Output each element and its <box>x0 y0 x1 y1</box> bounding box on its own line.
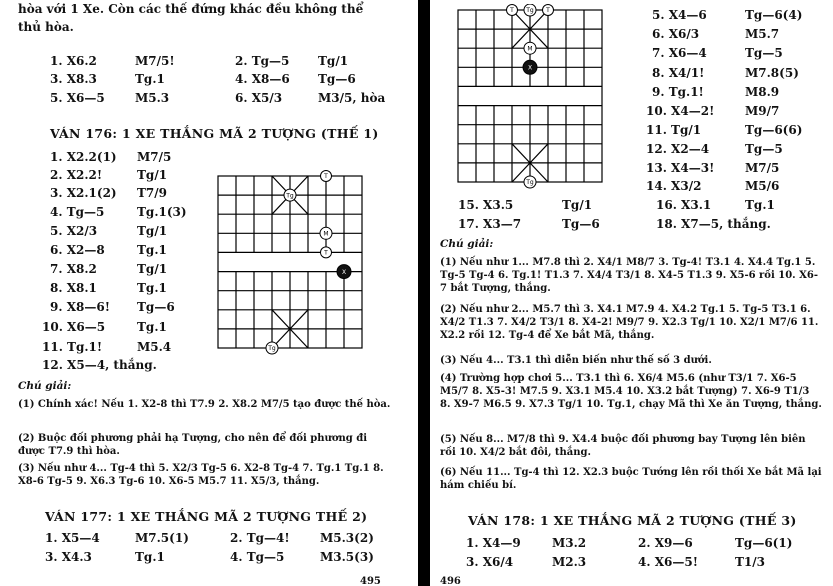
move: T1/3 <box>735 555 766 569</box>
move: Tg/1 <box>137 262 168 276</box>
move: 1. X5—4 <box>45 531 100 545</box>
move: M3/5, hòa <box>318 91 386 105</box>
move: 2. Tg—5 <box>235 54 290 68</box>
note: (2) Nếu như 2... M5.7 thì 3. X4.1 M7.9 4. X4.2 Tg.1 5. Tg-5 T3.1 6. X4/2 T1.3 7. X4/2 T3/1 8. X4-2! M9/7 9. X2.3 Tg/1 10. X2/1 M7/6 11. X2.2 rồi 12. Tg-4 để Xe bắt Mã, thắng. <box>440 304 819 341</box>
move: 7. X6—4 <box>652 46 707 60</box>
move: Tg—6(4) <box>745 8 803 22</box>
intro-line-2: thủ hòa. <box>18 20 74 34</box>
move: 5. X4—6 <box>652 8 707 22</box>
page-number: 495 <box>360 576 381 586</box>
note: (3) Nếu như 4... Tg-4 thì 5. X2/3 Tg-5 6. X2-8 Tg-4 7. Tg.1 Tg.1 8. X8-6 Tg-5 9. X6.3 Tg-6 10. X6-5 M5.7 11. X5/3, thắng. <box>18 463 384 487</box>
board-piece <box>321 171 332 182</box>
move: M7.5(1) <box>135 531 189 545</box>
note: (4) Trường hợp chơi 5... T3.1 thì 6. X6/4 M5.6 (như T3/1 7. X6-5 M5/7 8. X5-3! M7.5 9. X3.1 M5.4 10. X3.2 bắt Tượng) 7. X6-9 T1/3 8. X9-7 M6.5 9. X7.3 Tg/1 10. Tg.1, chạy Mã thì Xe ăn Tượng, thắng. <box>440 373 822 410</box>
move: 17. X3—7 <box>458 217 522 231</box>
board-piece <box>524 176 536 188</box>
move: 5. X2/3 <box>50 224 98 238</box>
move: Tg/1 <box>562 198 593 212</box>
move: Tg.1 <box>137 281 167 295</box>
note: (3) Nếu 4... T3.1 thì diễn biến như thế số 3 dưới. <box>440 355 712 366</box>
move: 1. X6.2 <box>50 54 97 68</box>
move: 11. Tg.1! <box>42 340 103 354</box>
svg-text:T: T <box>324 249 328 257</box>
move: M7.8(5) <box>745 66 799 80</box>
move: 5. X6—5 <box>50 91 105 105</box>
move: 9. X8—6! <box>50 300 110 314</box>
move: 3. X2.1(2) <box>50 186 117 200</box>
board-piece <box>507 5 518 16</box>
move: 3. X4.3 <box>45 550 92 564</box>
note: (2) Buộc đối phương phải hạ Tượng, cho nên để đối phương đi được T7.9 thì hòa. <box>18 433 368 457</box>
heading-177: VÁN 177: 1 XE THẮNG MÃ 2 TƯỢNG THẾ 2) <box>45 509 368 524</box>
move: M8.9 <box>745 85 780 99</box>
move: Tg—6 <box>318 72 356 86</box>
move: M5.3 <box>135 91 170 105</box>
svg-text:M: M <box>527 45 533 53</box>
heading-176: VÁN 176: 1 XE THẮNG MÃ 2 TƯỢNG (THẾ 1) <box>50 126 379 141</box>
move: Tg—5 <box>745 142 783 156</box>
move: Tg—6 <box>562 217 600 231</box>
notes-label: Chú giải: <box>18 380 72 392</box>
move: 7. X8.2 <box>50 262 97 276</box>
move: 4. Tg—5 <box>50 205 105 219</box>
move: 6. X6/3 <box>652 27 700 41</box>
move: 1. X2.2(1) <box>50 150 117 164</box>
move: 13. X4—3! <box>646 161 715 175</box>
svg-text:X: X <box>527 64 533 72</box>
board-piece <box>320 227 332 239</box>
move: 9. Tg.1! <box>652 85 704 99</box>
move: 3. X8.3 <box>50 72 97 86</box>
svg-text:Tg: Tg <box>526 179 534 187</box>
move: 4. X6—5! <box>638 555 698 569</box>
move: 8. X8.1 <box>50 281 97 295</box>
move: Tg.1 <box>745 198 775 212</box>
move: 4. X8—6 <box>235 72 290 86</box>
move: 10. X4—2! <box>646 104 715 118</box>
move: 4. Tg—5 <box>230 550 285 564</box>
move: Tg—5 <box>745 46 783 60</box>
svg-text:T: T <box>324 173 328 181</box>
move: 10. X6—5 <box>42 320 106 334</box>
right-page <box>430 0 833 586</box>
board-piece <box>321 247 332 258</box>
svg-text:Tg: Tg <box>268 345 276 353</box>
move: Tg/1 <box>318 54 349 68</box>
move: M7/5! <box>135 54 175 68</box>
move: Tg.1 <box>137 320 167 334</box>
move: Tg.1 <box>135 550 165 564</box>
board-piece <box>337 265 351 279</box>
move: 12. X5—4, thắng. <box>42 358 157 372</box>
xiangqi-board-right <box>452 4 612 190</box>
move: Tg.1 <box>137 243 167 257</box>
move: Tg—6(6) <box>745 123 803 137</box>
move: M2.3 <box>552 555 587 569</box>
intro-line-1: hòa với 1 Xe. Còn các thế đứng khác đều không thể <box>18 2 364 16</box>
note: (1) Chính xác! Nếu 1. X2-8 thì T7.9 2. X8.2 M7/5 tạo được thế hòa. <box>18 399 391 410</box>
move: Tg.1(3) <box>137 205 187 219</box>
move: 18. X7—5, thắng. <box>656 217 771 231</box>
xiangqi-board-left <box>214 170 374 356</box>
move: M3.5(3) <box>320 550 374 564</box>
board-piece <box>524 4 536 16</box>
move: 1. X4—9 <box>466 536 521 550</box>
move: Tg—6(1) <box>735 536 793 550</box>
move: M5.7 <box>745 27 780 41</box>
note: (6) Nếu 11... Tg-4 thì 12. X2.3 buộc Tướng lên rồi thối Xe bắt Mã lại hám chiếu bí. <box>440 467 822 491</box>
move: M9/7 <box>745 104 780 118</box>
move: 2. X2.2! <box>50 168 103 182</box>
move: 12. X2—4 <box>646 142 710 156</box>
note: (5) Nếu 8... M7/8 thì 9. X4.4 buộc đối phương bay Tượng lên biên rồi 10. X4/2 bắt đôi, thắng. <box>440 434 806 458</box>
move: Tg—6 <box>137 300 175 314</box>
move: M5.3(2) <box>320 531 374 545</box>
move: Tg.1 <box>135 72 165 86</box>
move: 6. X5/3 <box>235 91 283 105</box>
svg-text:Tg: Tg <box>286 192 294 200</box>
move: 8. X4/1! <box>652 66 705 80</box>
move: M5.4 <box>137 340 172 354</box>
move: M7/5 <box>745 161 780 175</box>
board-piece <box>543 5 554 16</box>
notes-label: Chú giải: <box>440 238 494 250</box>
move: T7/9 <box>137 186 168 200</box>
svg-text:T: T <box>510 7 514 15</box>
move: M5/6 <box>745 179 780 193</box>
move: Tg/1 <box>137 224 168 238</box>
note: (1) Nếu như 1... M7.8 thì 2. X4/1 M8/7 3. Tg-4! T3.1 4. X4.4 Tg.1 5. Tg-5 Tg-4 6. Tg.1! T1.3 7. X4/4 T3/1 8. X4-5 T1.3 9. X5-6 rồi 10. X6-7 bắt Tượng, thắng. <box>440 257 818 294</box>
book-gutter <box>418 0 430 586</box>
heading-178: VÁN 178: 1 XE THẮNG MÃ 2 TƯỢNG (THẾ 3) <box>468 513 797 528</box>
move: M7/5 <box>137 150 172 164</box>
svg-text:T: T <box>546 7 550 15</box>
move: Tg/1 <box>137 168 168 182</box>
move: M3.2 <box>552 536 587 550</box>
svg-text:X: X <box>341 268 347 276</box>
board-piece <box>266 342 278 354</box>
move: 15. X3.5 <box>458 198 514 212</box>
move: 16. X3.1 <box>656 198 712 212</box>
page-number: 496 <box>440 576 461 586</box>
move: 6. X2—8 <box>50 243 105 257</box>
move: 2. Tg—4! <box>230 531 290 545</box>
board-piece <box>523 60 537 74</box>
move: 11. Tg/1 <box>646 123 702 137</box>
move: 3. X6/4 <box>466 555 514 569</box>
svg-text:M: M <box>323 230 329 238</box>
board-piece <box>284 189 296 201</box>
move: 2. X9—6 <box>638 536 693 550</box>
svg-text:Tg: Tg <box>526 7 534 15</box>
board-piece <box>524 42 536 54</box>
move: 14. X3/2 <box>646 179 702 193</box>
